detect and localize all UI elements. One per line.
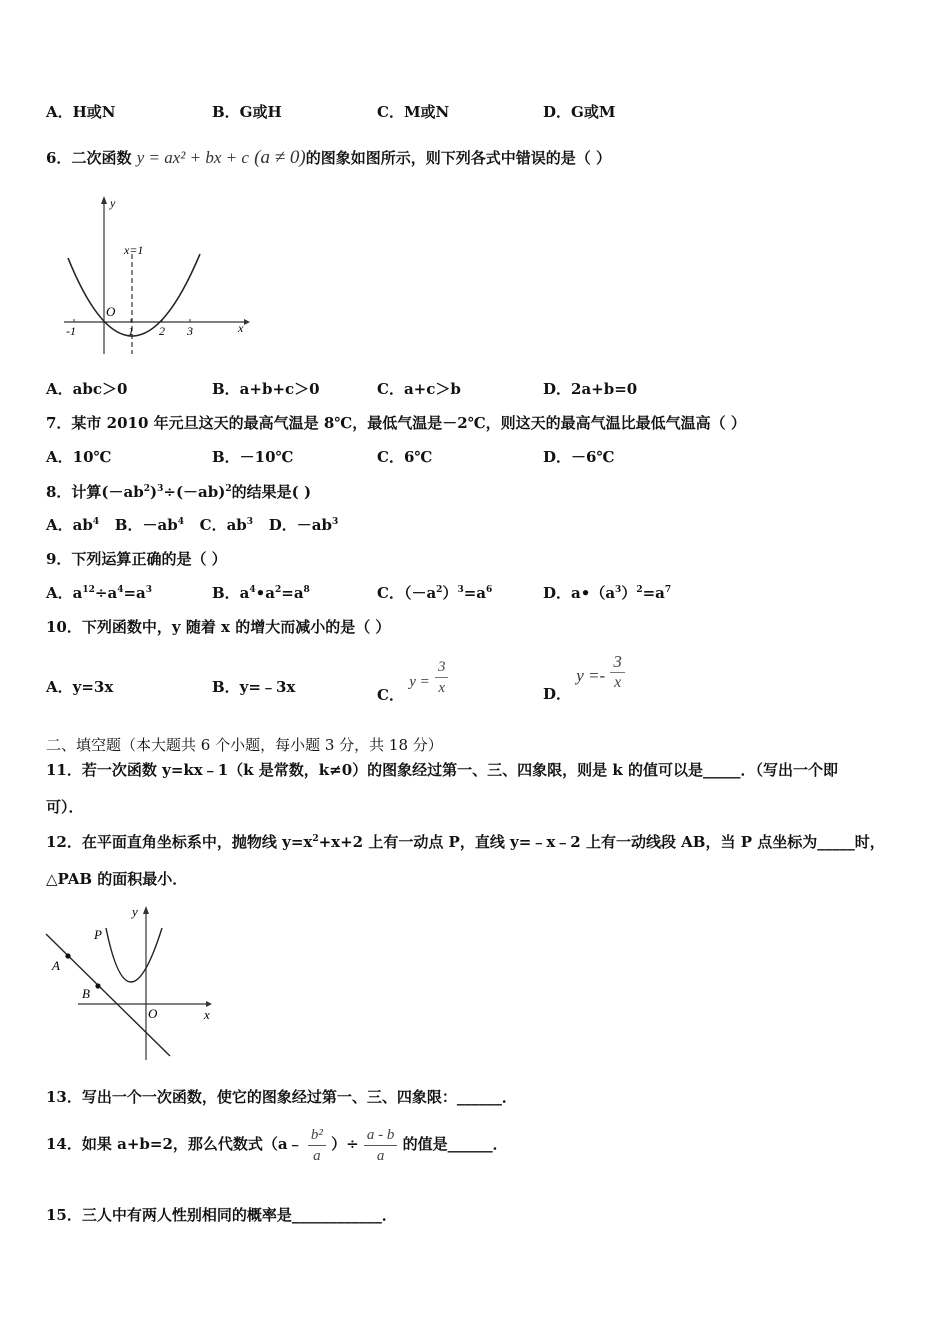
q8-exponent: 3 <box>157 484 164 494</box>
q12-stem-continued: △PAB 的面积最小． <box>46 870 188 888</box>
q6-y-arrow-icon <box>101 196 107 204</box>
q6-tick-label: 3 <box>187 324 193 338</box>
q6-option-c: C．a+c＞b <box>377 380 461 398</box>
q8-exponent: 2 <box>225 484 232 494</box>
q12-p-label: P <box>94 927 102 942</box>
q12-a-label: A <box>52 958 60 973</box>
q12-stem: 12．在平面直角坐标系中，抛物线 $y=x^2+x+2$ 上有一动点 P，直线 y=﹣x﹣2 上有一动线段 AB，当 P 点坐标为_____时， <box>46 833 885 851</box>
q6-stem <box>46 148 611 168</box>
q14-stem: 14．如果 a+b=2，那么代数式（a﹣ $\frac{\text{b²}}{a}$ ）÷ $\frac{a - b}{a}$ 的值是______． <box>46 1126 508 1164</box>
q6-tick-label: -1 <box>66 324 76 338</box>
q8-option-b: B．$-ab^4$ <box>114 516 184 534</box>
q6-x-arrow-icon <box>244 319 250 325</box>
q6-origin-label: O <box>106 304 116 319</box>
q6-tail: 的图象如图所示，则下列各式中错误的是（ ） <box>305 149 611 167</box>
q6-tick-label: 1 <box>128 324 134 338</box>
q11-stem-continued: 可）． <box>46 798 84 816</box>
q10-option-a: A．y=3x <box>46 678 114 696</box>
q7-option-a: A．10℃ <box>46 448 112 466</box>
q9-option-d: D．$a•(a^3)^2=a^7$ <box>543 584 672 602</box>
q6-parabola-curve <box>68 254 200 336</box>
q6-y-label: y <box>110 196 116 210</box>
q8-option-d: D．$-ab^3$ <box>268 516 339 534</box>
q15-stem: 15．三人中有两人性别相同的概率是____________． <box>46 1206 397 1224</box>
q8-options <box>46 515 338 535</box>
q8-text: 的结果是( ) <box>231 483 312 501</box>
q6-option-d: D．2a+b=0 <box>543 380 638 398</box>
q8-option-a: A．$ab^4$ <box>46 516 100 534</box>
q9-option-c: C．$(-a^2)^3=a^6$ <box>377 584 493 602</box>
q7-option-b: B．－10℃ <box>212 448 294 466</box>
q7-stem: 7．某市 2010 年元旦这天的最高气温是 8℃，最低气温是－2℃，则这天的最高气温比最低气温高（ ） <box>46 414 746 432</box>
q12-parabola-line-graph <box>42 898 222 1064</box>
q12-x-label: x <box>204 1007 210 1022</box>
q6-option-a: A．abc＞0 <box>46 380 128 398</box>
q10-stem: 10．下列函数中，y 随着 x 的增大而减小的是（ ） <box>46 618 391 636</box>
section-2-heading: 二、填空题（本大题共 6 个小题，每小题 3 分，共 18 分） <box>46 736 443 754</box>
q8-option-c: C．$ab^3$ <box>199 516 254 534</box>
q7-option-d: D．－6℃ <box>543 448 615 466</box>
q10-option-b: B．y=﹣3x <box>212 678 296 696</box>
q12-point-b <box>95 983 100 988</box>
q12-line <box>46 934 170 1056</box>
q6-parabola-graph <box>58 192 258 360</box>
q6-formula-condition: (a ≠ 0) <box>254 147 306 168</box>
q12-parabola-curve <box>106 928 162 982</box>
q8-text: ÷(－ab) <box>163 483 226 501</box>
q11-stem: 11．若一次函数 y=kx﹣1（k 是常数，k≠0）的图象经过第一、三、四象限，则是 k 的值可以是_____．（写出一个即 <box>46 761 839 779</box>
q6-lead: 二次函数 <box>71 149 132 167</box>
q12-y-arrow-icon <box>143 906 149 914</box>
q6-x-label: x <box>238 321 244 335</box>
q12-y-label: y <box>132 904 138 919</box>
q6-axis-line-label: x=1 <box>124 243 144 257</box>
q6-option-b: B．a+b+c＞0 <box>212 380 320 398</box>
q12-b-label: B <box>82 986 90 1001</box>
q9-stem: 9．下列运算正确的是（ ） <box>46 550 227 568</box>
q8-stem <box>46 482 311 502</box>
q9-option-a: A．$a^{12}\div a^4=a^3$ <box>46 584 153 602</box>
q8-text: ) <box>150 483 158 501</box>
q8-text: 8．计算(－ab <box>46 483 144 501</box>
q10-option-d: D． y =- $\frac{3}{x}$ <box>543 652 625 714</box>
q7-option-c: C．6℃ <box>377 448 433 466</box>
q9-option-b: B．$a^4•a^2=a^8$ <box>212 584 310 602</box>
q6-tick-label: 2 <box>159 324 165 338</box>
q6-formula: y = ax² + bx + c <box>136 148 249 167</box>
q5-option-b: B．G或H <box>212 103 282 121</box>
q12-origin-label: O <box>148 1006 158 1021</box>
q13-stem: 13．写出一个一次函数，使它的图象经过第一、三、四象限：______． <box>46 1088 517 1106</box>
q8-exponent: 2 <box>143 484 151 494</box>
q5-option-a: A．H或N <box>46 103 116 121</box>
q6-number: 6． <box>46 149 72 167</box>
q5-option-d: D．G或M <box>543 103 616 121</box>
q10-option-c: C． y = $\frac{3}{x}$ <box>377 657 448 715</box>
q12-point-a <box>65 953 70 958</box>
q5-option-c: C．M或N <box>377 103 450 121</box>
